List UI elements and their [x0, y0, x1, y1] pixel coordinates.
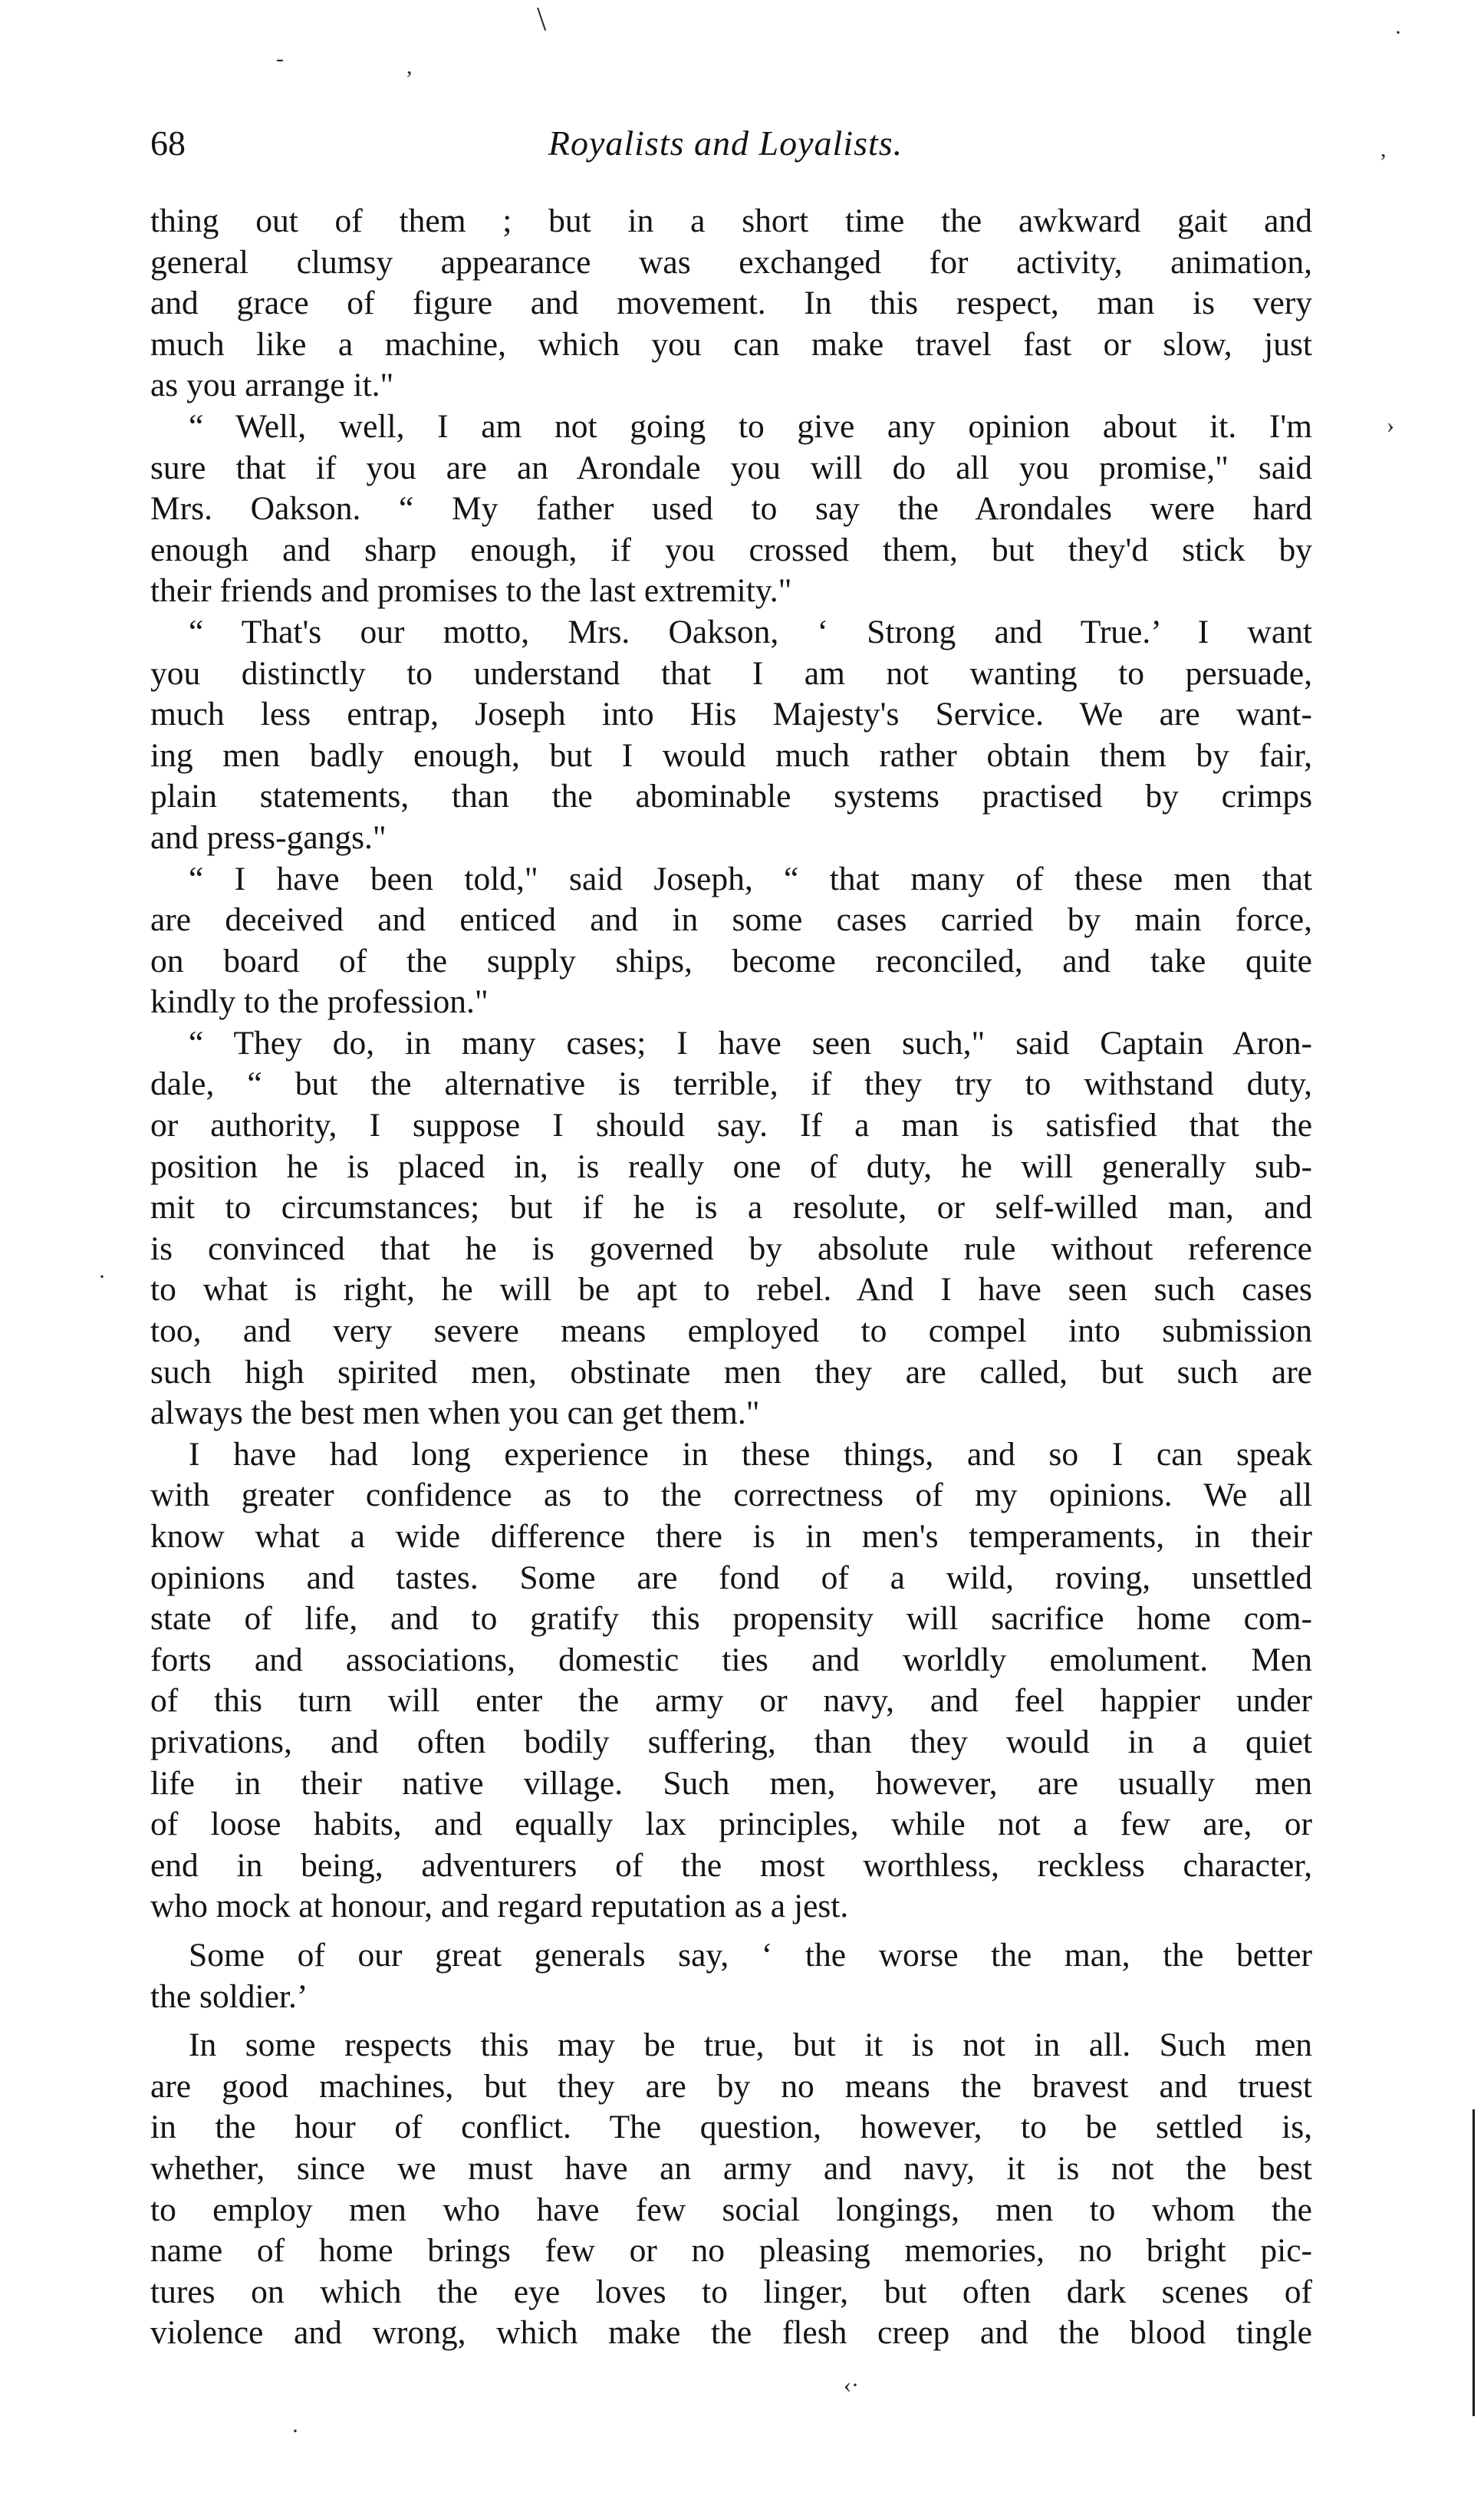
text-line: tures on which the eye loves to linger, but often dark scenes of — [150, 2273, 1312, 2310]
text-line: in the hour of conflict. The question, however, to be settled is, — [150, 2109, 1312, 2146]
text-line: much less entrap, Joseph into His Majesty's Service. We are want- — [150, 696, 1312, 733]
text-line: “ They do, in many cases; I have seen such," said Captain Aron- — [189, 1024, 1312, 1062]
text-line: is convinced that he is governed by absolute rule without reference — [150, 1230, 1312, 1267]
text-line: always the best men when you can get them." — [150, 1394, 760, 1432]
text-line: state of life, and to gratify this propensity will sacrifice home com- — [150, 1600, 1312, 1638]
text-line: name of home brings few or no pleasing memories, no bright pic- — [150, 2232, 1312, 2270]
text-line: Some of our great generals say, ‘ the worse the man, the better — [189, 1936, 1312, 1974]
text-line: on board of the supply ships, become reconciled, and take quite — [150, 942, 1312, 980]
scan-speck: - — [276, 46, 284, 71]
scan-speck: , — [406, 54, 413, 79]
text-line: know what a wide difference there is in men's temperaments, in their — [150, 1518, 1312, 1555]
running-head: Royalists and Loyalists. — [548, 123, 903, 163]
scan-speck: · — [291, 2418, 299, 2444]
scan-speck: · — [1394, 20, 1402, 45]
text-line: with greater confidence as to the correctness of my opinions. We all — [150, 1477, 1312, 1514]
text-line: “ That's our motto, Mrs. Oakson, ‘ Strong and True.’ I want — [189, 613, 1312, 650]
text-line: their friends and promises to the last extremity." — [150, 572, 792, 610]
text-line: ing men badly enough, but I would much rather obtain them by fair, — [150, 736, 1312, 774]
text-line: you distinctly to understand that I am not wanting to persuade, — [150, 654, 1312, 692]
text-line: thing out of them ; but in a short time the awkward gait and — [150, 202, 1312, 239]
text-line: of loose habits, and equally lax principles, while not a few are, or — [150, 1806, 1312, 1843]
scan-speck: › — [1387, 413, 1394, 438]
text-line: dale, “ but the alternative is terrible, if they try to withstand duty, — [150, 1065, 1312, 1103]
text-line: sure that if you are an Arondale you will do all you promise," said — [150, 449, 1312, 486]
text-line: “ Well, well, I am not going to give any opinion about it. I'm — [189, 407, 1312, 445]
text-line: enough and sharp enough, if you crossed them, but they'd stick by — [150, 531, 1312, 568]
text-line: are deceived and enticed and in some cases carried by main force, — [150, 901, 1312, 939]
text-line: too, and very severe means employed to compel into submission — [150, 1312, 1312, 1350]
text-line: In some respects this may be true, but it is not in all. Such men — [189, 2027, 1312, 2064]
scan-speck: ‹· — [844, 2372, 859, 2398]
text-line: and grace of figure and movement. In this respect, man is very — [150, 285, 1312, 322]
text-line: are good machines, but they are by no means the bravest and truest — [150, 2067, 1312, 2105]
text-line: plain statements, than the abominable systems practised by crimps — [150, 778, 1312, 815]
scan-speck: \ — [537, 0, 547, 38]
text-line: mit to circumstances; but if he is a resolute, or self-willed man, and — [150, 1189, 1312, 1226]
text-line: such high spirited men, obstinate men they are called, but such are — [150, 1353, 1312, 1391]
text-line: to employ men who have few social longings, men to whom the — [150, 2191, 1312, 2228]
text-line: Mrs. Oakson. “ My father used to say the Arondales were hard — [150, 490, 1312, 528]
text-line: kindly to the profession." — [150, 983, 489, 1021]
scan-edge-line — [1472, 2109, 1475, 2416]
text-line: of this turn will enter the army or navy, and feel happier under — [150, 1682, 1312, 1720]
scan-speck: , — [1380, 137, 1387, 162]
text-line: violence and wrong, which make the flesh creep and the blood tingle — [150, 2314, 1312, 2352]
text-line: general clumsy appearance was exchanged for activity, animation, — [150, 243, 1312, 281]
text-line: privations, and often bodily suffering, than they would in a quiet — [150, 1723, 1312, 1760]
text-line: who mock at honour, and regard reputation as a jest. — [150, 1888, 849, 1925]
text-line: I have had long experience in these things, and so I can speak — [189, 1435, 1312, 1473]
text-line: forts and associations, domestic ties and worldly emolument. Men — [150, 1641, 1312, 1678]
text-line: end in being, adventurers of the most worthless, reckless character, — [150, 1846, 1312, 1884]
text-line: the soldier.’ — [150, 1977, 308, 2015]
text-line: and press-gangs." — [150, 818, 387, 856]
text-line: to what is right, he will be apt to rebel. And I have seen such cases — [150, 1271, 1312, 1309]
body-text — [150, 201, 1312, 2354]
page-number: 68 — [150, 123, 186, 163]
text-line: as you arrange it." — [150, 367, 394, 404]
text-line: whether, since we must have an army and navy, it is not the best — [150, 2149, 1312, 2187]
text-line: position he is placed in, is really one of duty, he will generally sub- — [150, 1147, 1312, 1185]
text-line: opinions and tastes. Some are fond of a wild, roving, unsettled — [150, 1559, 1312, 1596]
text-line: life in their native village. Such men, however, are usually men — [150, 1764, 1312, 1802]
scan-speck: · — [98, 1264, 106, 1289]
text-line: “ I have been told," said Joseph, “ that many of these men that — [189, 860, 1312, 897]
text-line: or authority, I suppose I should say. If a man is satisfied that the — [150, 1107, 1312, 1144]
page-header — [150, 117, 1301, 170]
text-line: much like a machine, which you can make travel fast or slow, just — [150, 325, 1312, 363]
